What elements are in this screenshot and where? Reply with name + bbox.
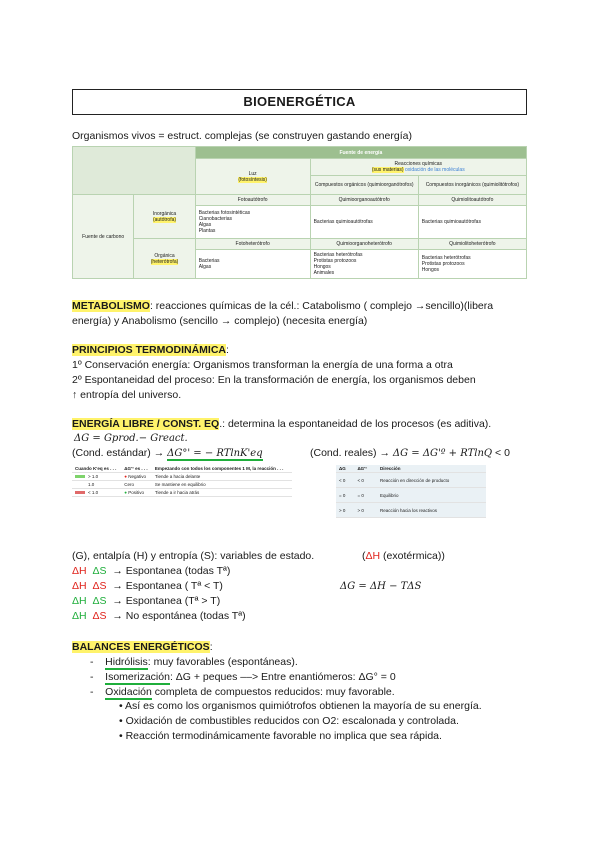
cond-estandar: (Cond. estándar) → ΔG°' = − RTlnK'eq xyxy=(72,447,263,459)
intro-text: Organismos vivos = estruct. complejas (se construyen gastando energía) xyxy=(72,130,412,142)
qo-het-examples: Bacterias heterótrofas Protistas protozoos Hongos Animales xyxy=(310,250,418,279)
qo-autotrofo-header: Quimioorganoautótrofo xyxy=(310,195,418,206)
qo-heterotrofo-header: Quimioorganoheterótrofo xyxy=(310,239,418,250)
ql-autotrofo-header: Quimiolitoautótrofo xyxy=(418,195,526,206)
cond-reales: (Cond. reales) → ΔG = ΔG'º + RTlnQ < 0 xyxy=(310,447,510,459)
table-row: < 0 < 0 Reacción en dirección de producto xyxy=(336,473,486,488)
foto-het-examples: Bacterias Algas xyxy=(195,250,310,279)
table-row: = 0 = 0 Equilibrio xyxy=(336,488,486,503)
reacciones-header: Reacciones químicas (sus materias) oxidación de las moléculas xyxy=(310,159,526,176)
fuente-carbono-header: Fuente de carbono xyxy=(73,195,134,279)
case-4: ΔH ΔS → No espontánea (todas Tª) xyxy=(72,610,246,622)
organism-table xyxy=(72,146,527,279)
principios-heading: PRINCIPIOS TERMODINÁMICA: xyxy=(72,344,229,356)
comp-inorg-header: Compuestos inorgánicos (quimiolitótrofos) xyxy=(418,176,526,195)
energia-heading: ENERGÍA LIBRE / CONST. EQ.: determina la espontaneidad de los procesos (es aditiva). xyxy=(72,418,492,430)
metabolismo-line2: energía) y Anabolismo (sencillo → complejo) (necesita energía) xyxy=(72,315,368,327)
delta-g-direction-table: ΔG ΔG'° Dirección < 0 < 0 Reacción en dirección de producto = 0 = 0 Equilibrio > 0 > 0 Reacción hacia los reactivos xyxy=(336,465,486,518)
page-title: BIOENERGÉTICA xyxy=(72,89,527,115)
case-2: ΔH ΔS → Espontanea ( Tª < T) xyxy=(72,580,223,592)
case-3: ΔH ΔS → Espontanea (Tª > T) xyxy=(72,595,221,607)
principio-3: ↑ entropía del universo. xyxy=(72,389,182,401)
sub-list-item: • Así es como los organismos quimiótrofos obtienen la mayoría de su energía. xyxy=(119,700,482,712)
delta-g-definition: ΔG = Gprod.− Greact. xyxy=(74,433,188,444)
table-row: 1.0 Cero Se mantiene en equilibrio xyxy=(72,481,292,489)
list-item: - Oxidación completa de compuestos reducidos: muy favorable. xyxy=(90,686,395,698)
principio-1: 1º Conservación energía: Organismos transforman la energía de una forma a otra xyxy=(72,359,453,371)
exotermica-note: (ΔH (exotérmica)) xyxy=(362,550,445,562)
sub-list-item: • Oxidación de combustibles reducidos con O2: escalonada y controlada. xyxy=(119,715,459,727)
principio-2: 2º Espontaneidad del proceso: En la transformación de energía, los organismos deben xyxy=(72,374,476,386)
luz-header: Luz (fotosíntesis) xyxy=(195,159,310,195)
table-corner xyxy=(73,147,196,195)
metabolismo-line1: METABOLISMO: reacciones químicas de la cél.: Catabolismo ( complejo →sencillo)(libera xyxy=(72,300,494,312)
list-item: - Hidrólisis: muy favorables (espontáneas). xyxy=(90,656,298,668)
foto-auto-examples: Bacterias fotosintéticas Cianobacterias Algas Plantas xyxy=(195,206,310,239)
list-item: - Isomerización: ΔG + peques ––> Entre enantiómeros: ΔG° = 0 xyxy=(90,671,396,683)
variables-estado: (G), entalpía (H) y entropía (S): variables de estado. xyxy=(72,550,315,562)
metabolismo-label: METABOLISMO xyxy=(72,300,150,312)
fotoheterotrofo-header: Fotoheterótrofo xyxy=(195,239,310,250)
keq-table: Cuando K'eq es . . . ΔG'° es . . . Empezando con todos los componentes 1 M, la reacción . . . > 1.0 ● Negativo Tiende a hacia delante 1.0 Cero Se mantiene en equilibrio < 1.0 ● Positivo Tiende a ir hacia atrás xyxy=(72,465,292,497)
case-1: ΔH ΔS → Espontanea (todas Tª) xyxy=(72,565,231,577)
fotoautotrofo-header: Fotoautótrofo xyxy=(195,195,310,206)
fuente-energia-header: Fuente de energía xyxy=(195,147,526,159)
balances-heading: BALANCES ENERGÉTICOS: xyxy=(72,641,213,653)
ql-het-examples: Bacterias heterótrofas Protistas protozoos Hongos xyxy=(418,250,526,279)
ql-heterotrofo-header: Quimiolitoheterótrofo xyxy=(418,239,526,250)
table-row: < 1.0 ● Positivo Tiende a ir hacia atrás xyxy=(72,489,292,497)
inorganica-header: Inorgánica (autótrofa) xyxy=(134,195,195,239)
table-row: > 0 > 0 Reacción hacia los reactivos xyxy=(336,503,486,518)
sub-list-item: • Reacción termodinámicamente favorable no implica que sea rápida. xyxy=(119,730,442,742)
organica-header: Orgánica (heterótrofa) xyxy=(134,239,195,279)
table-row: > 1.0 ● Negativo Tiende a hacia delante xyxy=(72,473,292,481)
comp-org-header: Compuestos orgánicos (quimioorganótrofos) xyxy=(310,176,418,195)
ql-auto-examples: Bacterias quimioautótrofas xyxy=(418,206,526,239)
gibbs-equation: ΔG = ΔH − TΔS xyxy=(340,581,422,592)
qo-auto-examples: Bacterias quimioautótrofas xyxy=(310,206,418,239)
